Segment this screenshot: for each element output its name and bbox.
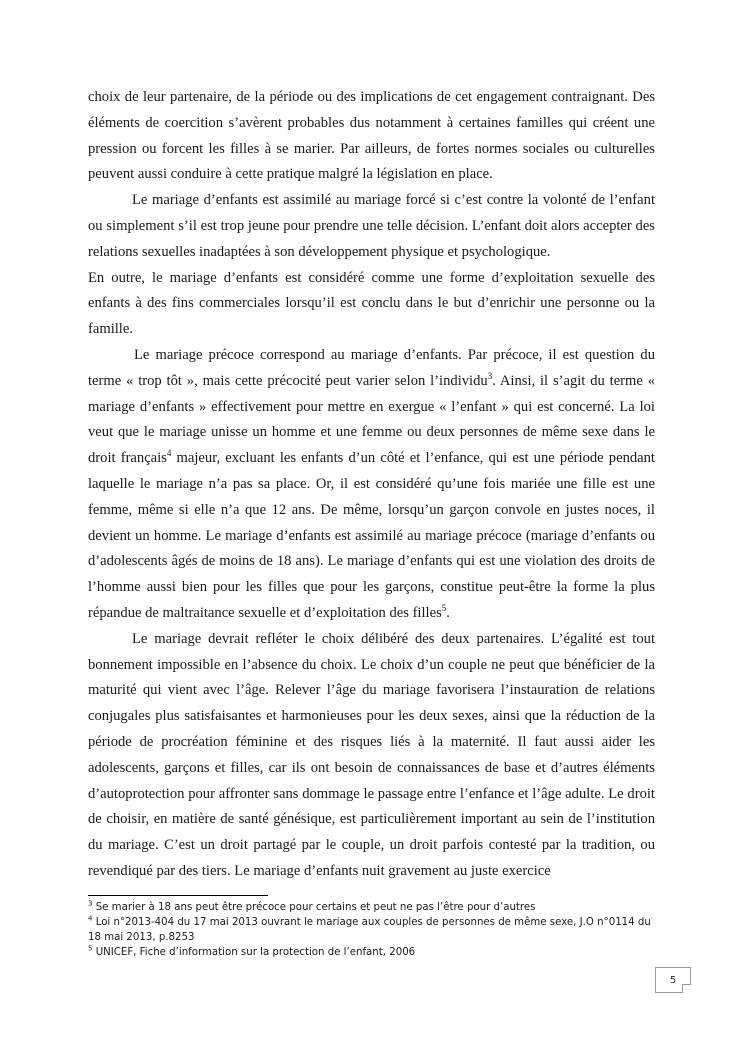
footnote-number: 4 xyxy=(88,914,93,923)
paragraph-5: Le mariage devrait refléter le choix délibéré des deux partenaires. L’égalité est tout bonnement impossible en l’absence du choix. Le choix d’un couple ne peut que bénéficier de la maturité qui vient avec l’âge. Relever l’âge du mariage favorisera l’instauration de relations conjugales plus satisfaisantes et harmonieuses pour les deux sexes, ainsi que la réduction de la période de procréation féminine et des risques liés à la maternité. Il faut aussi aider les adolescents, garçons et filles, car ils ont besoin de connaissances de base et d’autres éléments d’autoprotection pour affronter sans dommage le passage entre l’enfance et l’âge adulte. Le droit de choisir, en matière de santé génésique, est particulièrement important au sein de l’institution du mariage. C’est un droit partagé par le couple, un droit parfois contesté par la tradition, ou revendiqué par des tiers. Le mariage d’enfants nuit gravement au juste exercice xyxy=(88,630,655,879)
paragraph-1: choix de leur partenaire, de la période ou des implications de cet engagement contraignant. Des éléments de coercition s’avèrent probables dus notamment à certaines familles qui créent une pression ou forcent les filles à se marier. Par ailleurs, de fortes normes sociales ou culturelles peuvent aussi conduire à cette pratique malgré la législation en place. xyxy=(88,89,655,183)
footnote-5 xyxy=(88,945,658,960)
paragraph-4-part-d: . xyxy=(446,604,450,621)
footnote-ref-3: 3 xyxy=(487,370,493,381)
body-text xyxy=(88,85,655,885)
paragraph-4 xyxy=(88,343,655,627)
paragraph-4-part-c: majeur, excluant les enfants d’un côté et l’enfance, qui est une période pendant laquelle le mariage n’a pas sa place. Or, il est considéré qu’une fois mariée une fille est une femme, même si elle n’a que 12 ans. De même, lorsqu’un garçon convole en justes noces, il devient un homme. Le mariage d’enfants est assimilé au mariage précoce (mariage d’enfants ou d’adolescents âgés de moins de 18 ans). Le mariage d’enfants qui est une violation des droits de l’homme aussi bien pour les filles que pour les garçons, constitue peut-être la forme la plus répandue de maltraitance sexuelle et d’exploitation des filles xyxy=(88,450,655,621)
footnote-ref-4: 4 xyxy=(166,448,172,459)
paragraph-4-part-b: . Ainsi, il s’agit du terme « mariage d’enfants » effectivement pour mettre en exergue « l’enfant » qui est concerné. La loi veut que le mariage unisse un homme et une femme ou deux personnes de même sexe dans le droit français xyxy=(88,372,655,467)
footnote-text: UNICEF, Fiche d’information sur la protection de l’enfant, 2006 xyxy=(92,947,416,958)
paragraph-2: Le mariage d’enfants est assimilé au mariage forcé si c’est contre la volonté de l’enfant ou simplement s’il est trop jeune pour prendre une telle décision. L’enfant doit alors accepter des relations sexuelles inadaptées à son développement physique et psychologique. xyxy=(88,192,655,260)
footnote-4 xyxy=(88,915,658,945)
footnotes xyxy=(88,900,658,960)
footnote-text: Se marier à 18 ans peut être précoce pour certains et peut ne pas l’être pour d’autres xyxy=(92,902,536,913)
footnote-separator xyxy=(88,895,268,896)
footnote-number: 3 xyxy=(88,899,93,908)
footnote-text: Loi n°2013-404 du 17 mai 2013 ouvrant le mariage aux couples de personnes de même sexe, J.O n°0114 du 18 mai 2013, p.8253 xyxy=(88,917,651,943)
page-number: 5 xyxy=(655,967,691,993)
footnote-number: 5 xyxy=(88,944,93,953)
paragraph-4-part-a: Le mariage précoce correspond au mariage d’enfants. Par précoce, il est question du terme « trop tôt », mais cette précocité peut varier selon l’individu xyxy=(88,346,655,389)
footnote-3 xyxy=(88,900,658,915)
paragraph-3: En outre, le mariage d’enfants est considéré comme une forme d’exploitation sexuelle des enfants à des fins commerciales lorsqu’il est conclu dans le but d’enrichir une personne ou la famille. xyxy=(88,269,655,338)
footnote-ref-5: 5 xyxy=(441,603,447,614)
